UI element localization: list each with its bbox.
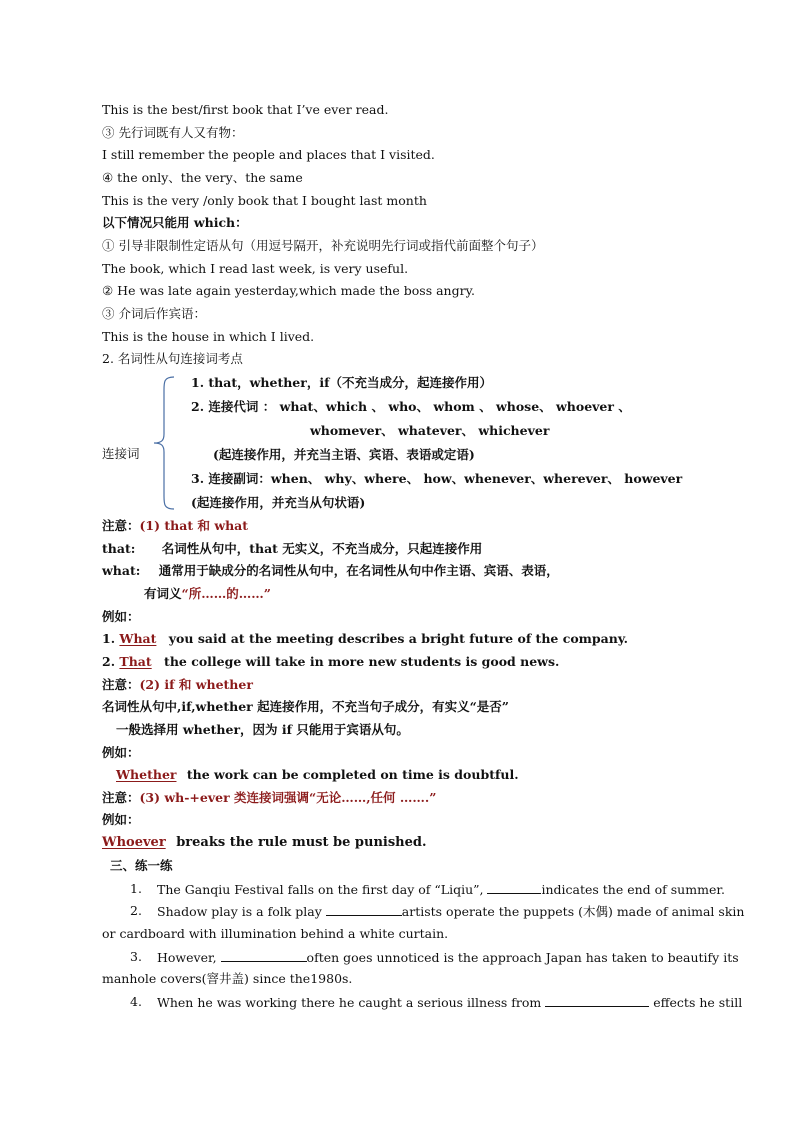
connector-note: (起连接作用，并充当从句状语): [191, 495, 366, 510]
example-number: 2.: [102, 654, 116, 669]
example-sentence: [102, 631, 628, 647]
text-line: ② He was late again yesterday,which made the boss angry.: [102, 283, 475, 298]
question-number: 1.: [130, 881, 142, 896]
example-text: you said at the meeting describes a bright future of the company.: [168, 631, 628, 646]
connectors-label: 连接词: [102, 446, 140, 461]
question-part: However,: [157, 950, 217, 965]
text-line: ① 引导非限制性定语从句（用逗号隔开，补充说明先行词或指代前面整个句子）: [102, 238, 544, 253]
example-sentence: [102, 654, 559, 670]
section-heading: 2. 名词性从句连接词考点: [102, 351, 243, 366]
text-line: The book, which I read last week, is very useful.: [102, 261, 409, 276]
note-title: (1) that 和 what: [139, 518, 249, 533]
example-sentence: [116, 767, 519, 783]
note-prefix: 注意：: [102, 677, 140, 692]
term-text: 名词性从句中，that 无实义，不充当成分，只起连接作用: [161, 541, 483, 556]
question-text: manhole covers(窨井盖) since the1980s.: [102, 971, 353, 986]
text-line: This is the house in which I lived.: [102, 329, 315, 344]
answer-word: Whoever: [102, 835, 166, 850]
practice-heading: 三、练一练: [110, 858, 173, 873]
term-highlight: “所……的……”: [181, 586, 271, 601]
question-text: [157, 903, 744, 920]
example-label: 例如：: [102, 812, 140, 827]
question-part: often goes unnoticed is the approach Japan has taken to beautify its: [306, 950, 739, 965]
example-text: the college will take in more new students is good news.: [164, 654, 560, 669]
term-text: 有词义: [144, 586, 182, 601]
text-line: ③ 介词后作宾语：: [102, 306, 206, 321]
term-label: what:: [102, 563, 141, 578]
text-line: [144, 586, 271, 602]
text-line: This is the best/first book that I’ve ever read.: [102, 102, 389, 117]
text-line: [102, 541, 482, 557]
question-text: [157, 881, 725, 898]
question-text: [157, 994, 742, 1011]
note-title: (3) wh-+ever 类连接词强调“无论……,任何 …….”: [139, 790, 437, 805]
question-number: 2.: [130, 903, 142, 918]
text-line: ④ the only、the very、the same: [102, 170, 303, 185]
text-line: 一般选择用 whether，因为 if 只能用于宾语从句。: [116, 722, 409, 737]
connector-item: 1. that，whether，if（不充当成分，起连接作用）: [191, 375, 492, 390]
term-text: 通常用于缺成分的名词性从句中，在名词性从句中作主语、宾语、表语，: [158, 563, 559, 578]
answer-word: Whether: [116, 767, 177, 782]
question-part: artists operate the puppets (木偶) made of animal skin: [401, 904, 745, 919]
text-line: I still remember the people and places that I visited.: [102, 147, 435, 162]
answer-blank[interactable]: [487, 881, 541, 894]
example-text: breaks the rule must be punished.: [176, 835, 427, 850]
text-line: This is the very /only book that I bought last month: [102, 193, 427, 208]
example-number: 1.: [102, 631, 116, 646]
text-line: ③ 先行词既有人又有物：: [102, 125, 244, 140]
note-heading: [102, 677, 253, 693]
question-part: effects he still: [653, 995, 743, 1010]
question-part: Shadow play is a folk play: [157, 904, 322, 919]
curly-brace: [148, 376, 178, 510]
connector-note: (起连接作用，并充当主语、宾语、表语或定语): [213, 447, 475, 462]
question-text: or cardboard with illumination behind a white curtain.: [102, 926, 449, 941]
question-part: When he was working there he caught a serious illness from: [157, 995, 542, 1010]
term-label: that:: [102, 541, 136, 556]
answer-word: What: [119, 631, 157, 646]
section-heading: 以下情况只能用 which：: [102, 215, 248, 230]
question-part: The Ganqiu Festival falls on the first day of “Liqiu”,: [157, 882, 484, 897]
example-text: the work can be completed on time is doubtful.: [186, 767, 519, 782]
example-sentence: [102, 835, 427, 851]
text-line: [102, 563, 559, 579]
connector-item: whomever、 whatever、 whichever: [310, 423, 550, 438]
note-heading: [102, 790, 436, 806]
note-prefix: 注意：: [102, 790, 140, 805]
question-number: 4.: [130, 994, 142, 1009]
note-title: (2) if 和 whether: [139, 677, 253, 692]
note-prefix: 注意：: [102, 518, 140, 533]
note-heading: [102, 518, 248, 534]
connector-item: 3. 连接副词：when、 why、where、 how、whenever、wherever、 however: [191, 471, 683, 486]
connector-item: 2. 连接代词 ： what、which 、 who、 whom 、 whose、 whoever 、: [191, 399, 631, 414]
answer-word: That: [119, 654, 152, 669]
example-label: 例如：: [102, 745, 140, 760]
answer-blank[interactable]: [221, 949, 307, 962]
question-part: indicates the end of summer.: [541, 882, 725, 897]
answer-blank[interactable]: [326, 903, 402, 916]
answer-blank[interactable]: [545, 994, 649, 1007]
example-label: 例如：: [102, 609, 140, 624]
question-number: 3.: [130, 949, 142, 964]
text-line: 名词性从句中,if,whether 起连接作用，不充当句子成分，有实义“是否”: [102, 699, 509, 714]
question-text: [157, 949, 739, 966]
